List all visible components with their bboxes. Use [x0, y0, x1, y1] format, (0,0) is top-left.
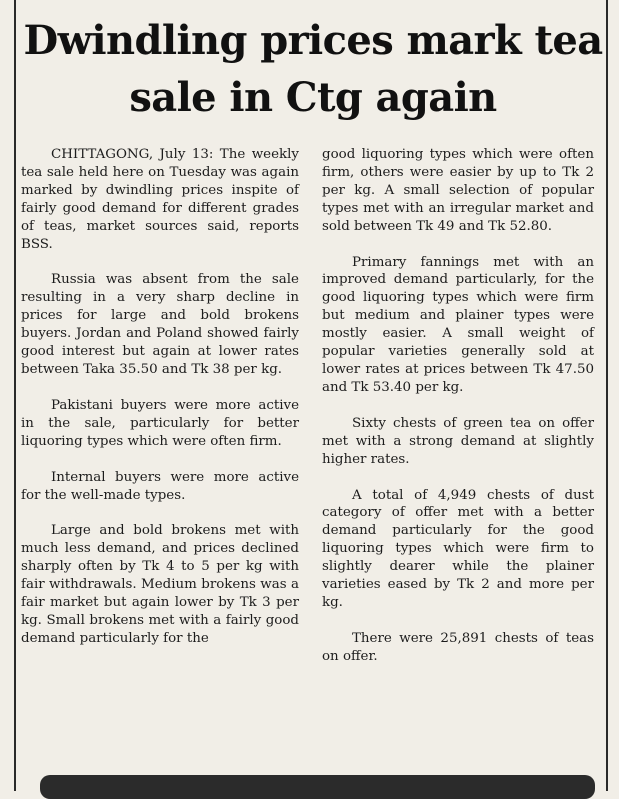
paragraph-dateline: CHITTAGONG, July 13: The weekly tea sale held here on Tuesday was again marked by dwindling prices inspite of fairly good demand for different grades of teas, market sources said, reports BSS.: [21, 147, 299, 252]
article-column-right: [322, 146, 594, 684]
paragraph-internal-buyers: Internal buyers were more active for the well-made types.: [21, 469, 299, 503]
column-rule-left: [14, 0, 16, 791]
article-headline: Dwindling prices mark tea sale in Ctg again: [23, 17, 603, 121]
paragraph-pakistani-buyers: Pakistani buyers were more active in the sale, particularly for better liquoring types which were often firm.: [21, 397, 299, 449]
next-article-border: [40, 775, 595, 799]
paragraph-brokens: Large and bold brokens met with much less demand, and prices declined sharply often by Tk 4 to 5 per kg with fair withdrawals. Medium brokens was a fair market but again lower by Tk 3 per kg. Small brokens met with a fairly good demand particularly for the: [21, 523, 299, 646]
paragraph-total-chests: There were 25,891 chests of teas on offer.: [322, 630, 594, 664]
paragraph-continued: good liquoring types which were often firm, others were easier by up to Tk 2 per kg. A small selection of popular types met with an irregular market and sold between Tk 49 and Tk 52.80.: [322, 147, 594, 234]
article-column-left: [21, 146, 299, 666]
paragraph-fannings: Primary fannings met with an improved demand particularly, for the good liquoring types which were firm but medium and plainer types were mostly easier. A small weight of popular varieties generally sold at lower rates at prices between Tk 47.50 and Tk 53.40 per kg.: [322, 254, 594, 395]
paragraph-green-tea: Sixty chests of green tea on offer met with a strong demand at slightly higher rates.: [322, 415, 594, 467]
paragraph-dust: A total of 4,949 chests of dust category of offer met with a better demand particularly for the good liquoring types which were firm to slightly dearer while the plainer varieties eased by Tk 2 and more per kg.: [322, 487, 594, 610]
paragraph-russia: Russia was absent from the sale resulting in a very sharp decline in prices for large and bold brokens buyers. Jordan and Poland showed fairly good interest but again at lower rates between Taka 35.50 and Tk 38 per kg.: [21, 272, 299, 377]
